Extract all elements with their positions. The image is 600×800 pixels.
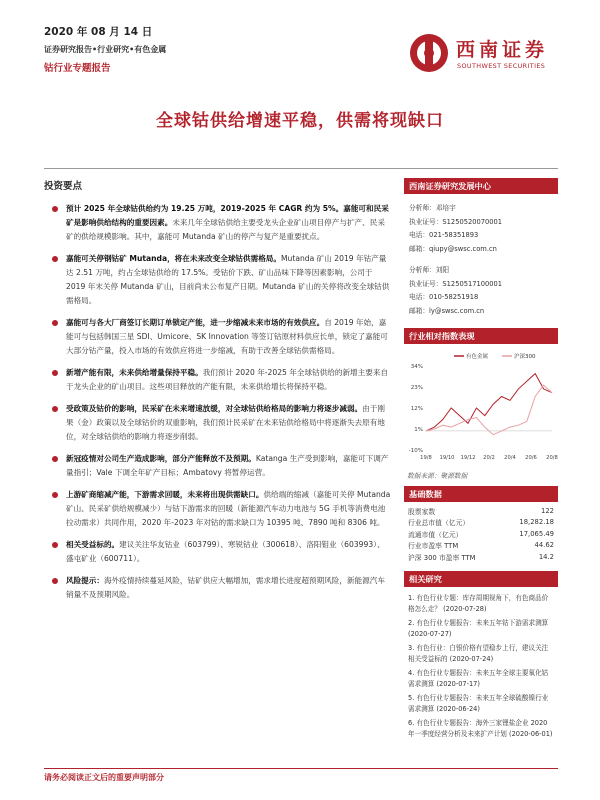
title-divider — [44, 168, 558, 169]
list-item[interactable]: 2. 有色行业专题报告：未来五年钴下游需求测算 (2020-07-27) — [408, 618, 549, 638]
bullet-body-text: 建议关注华友钴业（603799）、寒锐钴业（300618）、洛阳钼业（603993）、盛屯矿业（600711）。 — [66, 540, 385, 563]
company-logo — [408, 32, 558, 76]
bullet-body-text: 自 2019 年始，嘉能可与包括韩国三星 SDI、Umicore、SK Innovation 等签订钴原材料供应长单，锁定了嘉能可大部分钴产量，投入市场的有效供应将进一步缩减，有助于改善全球钴供需格局。 — [66, 318, 388, 355]
bullet-body-text: 由于刚果（金）政策以及全球钴价的双重影响，我们预计民采矿在未来钴供给格局中将逐渐失去原有地位，对全球钴供给的影响力将逐步削弱。 — [66, 404, 385, 441]
bullet-bold-text: 上游矿商缩减产能，下游需求回暖，未来将出现供需缺口。 — [66, 490, 264, 499]
relative-index-chart — [404, 350, 558, 468]
analyst-cert: 执业证号：S1250517100001 — [409, 279, 502, 288]
analyst-name: 分析师：刘阳 — [409, 266, 450, 274]
bullet-dot-icon — [52, 256, 58, 262]
x-tick-label: 19/8 — [420, 455, 432, 461]
table-row — [404, 551, 558, 563]
summary-bullet — [44, 252, 392, 308]
analyst-cert: 执业证号：S1250520070001 — [409, 217, 502, 226]
footer-disclaimer: 请务必阅读正文后的重要声明部分 — [44, 773, 164, 782]
bullet-dot-icon — [52, 206, 58, 212]
chart-section-header: 行业相对指数表现 — [404, 328, 558, 344]
analyst-tel: 电话：021-58351893 — [409, 231, 479, 239]
bullet-bold-text: 风险提示： — [66, 576, 104, 585]
chart-source: 数据来源：聚源数据 — [407, 472, 468, 480]
analyst-name: 分析师：邓培宇 — [409, 204, 456, 212]
related-research-list — [404, 587, 558, 740]
report-title: 全球钴供给增速平稳，供需将现缺口 — [156, 111, 444, 131]
summary-bullet — [44, 366, 392, 394]
list-item[interactable]: 4. 有色行业专题报告：未来五年全球主要氧化钴需求测算 (2020-07-17) — [408, 668, 549, 688]
x-tick-label: 20/2 — [483, 455, 495, 461]
y-tick-label: 12% — [410, 406, 423, 412]
bullet-dot-icon — [52, 492, 58, 498]
legend-label: 沪深300 — [514, 354, 536, 360]
basic-value: 17,065.49 — [519, 529, 554, 538]
basic-value: 122 — [541, 506, 554, 515]
bullet-body-text: 我们预计 2020 年-2025 年全球钴供给的新增主要来自于龙头企业的矿山项目。这些项目释放的产能有限，未来供给增长将保持平稳。 — [66, 368, 389, 391]
x-tick-label: 19/10 — [439, 455, 455, 461]
bullet-dot-icon — [52, 456, 58, 462]
basic-value: 18,282.18 — [519, 518, 554, 527]
logo-seal-icon — [408, 32, 450, 74]
bullet-body-text: Mutanda 矿山 2019 年钴产量达 2.51 万吨，约占全球钴供给的 17.5%。受钴价下跌、矿山品味下降等因素影响，公司于 2019 年末关停 Mutanda 矿山，目前尚未公布复产日期。Mutanda 矿山的关停将改变全球钴供需格局。 — [66, 254, 390, 305]
report-date: 2020 年 08 月 14 日 — [44, 26, 153, 38]
analyst-list — [404, 194, 558, 318]
bullet-dot-icon — [52, 406, 58, 412]
bullet-body-text: Katanga 生产受到影响，嘉能可下调产量指引；Vale 下调全年矿产目标；Ambatovy 将暂停运营。 — [66, 454, 389, 477]
basic-key: 行业市盈率 TTM — [408, 542, 459, 551]
analyst-email[interactable]: 邮箱：qiupy@swsc.com.cn — [409, 244, 497, 253]
list-item[interactable]: 1. 有色行业专题：库存周期视角下，有色商品价格怎么走？ (2020-07-28) — [408, 593, 549, 613]
list-item[interactable]: 3. 有色行业：白银价格有望稳步上行，建议关注相关受益标的 (2020-07-24) — [408, 643, 549, 663]
summary-bullet — [44, 574, 392, 602]
list-item[interactable]: 5. 有色行业专题报告：未来五年全球硫酸镍行业需求测算 (2020-06-24) — [408, 693, 549, 713]
summary-heading: 投资要点 — [44, 181, 83, 192]
bullet-dot-icon — [52, 542, 58, 548]
summary-bullet — [44, 316, 392, 358]
sidebar — [404, 178, 558, 743]
table-row — [404, 528, 558, 540]
investment-summary — [44, 178, 392, 610]
summary-bullet — [44, 488, 392, 530]
x-tick-label: 20/4 — [504, 455, 516, 461]
chart-svg — [404, 350, 558, 468]
bullet-bold-text: 新增产能有限，未来供给增量保持平稳。 — [66, 368, 203, 377]
report-header — [44, 24, 166, 74]
summary-bullet — [44, 538, 392, 566]
bullet-dot-icon — [52, 320, 58, 326]
bullet-dot-icon — [52, 578, 58, 584]
list-item[interactable]: 6. 有色行业专题报告：海外三家锂盐企业 2020 年一季度经营分析及未来扩产计划 (2020-06-01) — [408, 718, 553, 738]
table-row — [404, 540, 558, 552]
logo-name-en: SOUTHWEST SECURITIES — [457, 62, 546, 70]
y-tick-label: 23% — [410, 385, 423, 391]
basic-data-header: 基础数据 — [404, 486, 558, 502]
basic-data-table — [404, 505, 558, 563]
bullet-bold-text: 受政策及钴价的影响，民采矿在未来增速放缓，对全球钴供给格局的影响力将逐步减弱。 — [66, 404, 363, 413]
legend-label: 有色金属 — [466, 354, 489, 360]
basic-key: 行业总市值（亿元） — [408, 519, 470, 528]
y-tick-label: 1% — [414, 427, 423, 433]
y-tick-label: 34% — [410, 364, 423, 370]
footer-divider — [44, 768, 558, 769]
bullet-bold-text: 新冠疫情对公司生产造成影响，部分产能释放不及预期。 — [66, 454, 256, 463]
summary-bullet — [44, 452, 392, 480]
report-type: 钴行业专题报告 — [44, 63, 111, 74]
x-tick-label: 20/8 — [546, 455, 558, 461]
bullet-bold-text: 相关受益标的。 — [66, 540, 120, 549]
bullet-dot-icon — [52, 370, 58, 376]
logo-name-cn: 西南证券 — [456, 39, 549, 61]
table-row — [404, 517, 558, 529]
basic-key: 股票家数 — [408, 507, 436, 516]
summary-bullet — [44, 402, 392, 444]
y-tick-label: -10% — [408, 448, 423, 454]
bullet-body-text: 未来几年全球钴供给主要受龙头企业矿山项目停产与扩产、民采矿的供给规模影响。其中，嘉能可 Mutanda 矿山的停产与复产是重要扰点。 — [66, 218, 385, 241]
bullet-body-text: 海外疫情持续蔓延风险，钴矿供应大幅增加，需求增长进度超预期风险，新能源汽车销量不及预期风险。 — [66, 576, 385, 599]
summary-bullets — [44, 202, 392, 602]
x-tick-label: 19/12 — [460, 455, 476, 461]
x-tick-label: 20/6 — [525, 455, 537, 461]
basic-value: 44.62 — [534, 541, 554, 550]
basic-key: 沪深 300 市盈率 TTM — [408, 553, 476, 562]
table-row — [404, 505, 558, 517]
basic-key: 流通市值（亿元） — [408, 530, 463, 539]
basic-value: 14.2 — [538, 552, 554, 561]
related-research-header: 相关研究 — [404, 571, 558, 587]
analyst-email[interactable]: 邮箱：ly@swsc.com.cn — [409, 306, 485, 315]
bullet-bold-text: 预计 2025 年全球钴供给约为 19.25 万吨，2019-2025 年 CAGR 约为 5%。嘉能可和民采矿是影响供给结构的重要因素。 — [66, 204, 389, 227]
bullet-bold-text: 嘉能可关停钢钴矿 Mutanda，将在未来改变全球钴供需格局。 — [66, 254, 281, 263]
bullet-body-text: 供给端的缩减（嘉能可关停 Mutanda 矿山、民采矿供给规模减少）与钴下游需求的回暖（新能源汽车动力电池与 5G 手机等消费电池拉动需求）共同作用，2020 年-2023 年对钴的需求缺口为 10395 吨、7890 吨和 8306 吨。 — [66, 490, 391, 527]
summary-bullet — [44, 202, 392, 244]
analyst-tel: 电话：010-58251918 — [409, 293, 479, 301]
bullet-bold-text: 嘉能可与各大厂商签订长期订单锁定产能，进一步缩减未来市场的有效供应。 — [66, 318, 325, 327]
analyst-section-header: 西南证券研究发展中心 — [404, 178, 558, 194]
report-category-line: 证券研究报告•行业研究•有色金属 — [44, 45, 167, 54]
